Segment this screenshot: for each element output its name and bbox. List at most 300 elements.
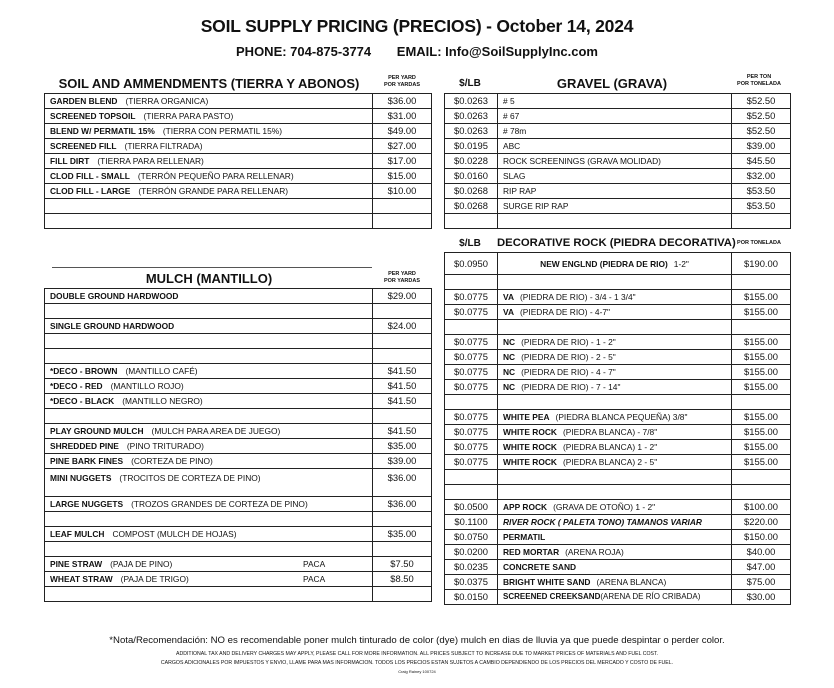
- product-name: PINE STRAW: [50, 559, 103, 569]
- product-spanish: (TIERRA FILTRADA): [124, 141, 203, 151]
- price-cell: $49.00: [373, 124, 432, 139]
- soil-row: [45, 184, 432, 199]
- per-lb-cell: $0.0263: [445, 109, 498, 124]
- product-spanish: (MULCH PARA AREA DE JUEGO): [151, 426, 281, 436]
- product-spanish: 1-2": [673, 258, 689, 269]
- price-cell: $36.00: [373, 94, 432, 109]
- product-spanish: (PIEDRA DE RIO) - 1 - 2": [521, 337, 616, 347]
- product-name: RED MORTAR: [503, 547, 560, 557]
- price-cell: [373, 512, 432, 527]
- price-cell: $155.00: [732, 455, 791, 470]
- product-cell: [498, 515, 732, 530]
- price-cell: [373, 349, 432, 364]
- product-cell: [45, 124, 373, 139]
- price-cell: $155.00: [732, 440, 791, 455]
- product-name: LEAF MULCH: [50, 529, 105, 539]
- product-cell: [498, 395, 732, 410]
- product-name: SCREENED CREEKSAND: [503, 592, 601, 601]
- product-cell: [498, 365, 732, 380]
- per-lb-cell: $0.0375: [445, 575, 498, 590]
- product-cell: # 5: [498, 94, 732, 109]
- product-spanish: (PIEDRA BLANCA) - 7/8": [562, 427, 658, 437]
- product-name: NC: [503, 352, 516, 362]
- product-name: *DECO - BROWN: [50, 366, 118, 376]
- product-spanish: (TERRÓN PEQUEÑO PARA RELLENAR): [137, 171, 294, 181]
- product-cell: RIP RAP: [498, 184, 732, 199]
- product-name: FILL DIRT: [50, 156, 90, 166]
- mulch-row: [45, 364, 432, 379]
- divider-line: [52, 267, 372, 268]
- price-cell: $47.00: [732, 560, 791, 575]
- price-cell: $52.50: [732, 124, 791, 139]
- gravel-lb-header: $/LB: [459, 78, 481, 89]
- product-cell: [45, 304, 373, 319]
- price-cell: $53.50: [732, 184, 791, 199]
- product-cell: [45, 409, 373, 424]
- product-cell: [498, 253, 732, 275]
- per-lb-cell: [445, 214, 498, 229]
- price-cell: [373, 334, 432, 349]
- decorative-row: [445, 500, 791, 515]
- price-cell: [732, 485, 791, 500]
- price-cell: $45.50: [732, 154, 791, 169]
- gravel-row: [445, 214, 791, 229]
- page-title: SOIL SUPPLY PRICING (PRECIOS) - October 14, 2024: [200, 16, 634, 36]
- price-cell: $150.00: [732, 530, 791, 545]
- price-cell: $24.00: [373, 319, 432, 334]
- price-cell: $41.50: [373, 379, 432, 394]
- product-cell: [498, 500, 732, 515]
- mulch-row: [45, 319, 432, 334]
- product-cell: [498, 575, 732, 590]
- product-spanish: (PIEDRA DE RIO) - 4-7": [520, 307, 611, 317]
- product-name: PINE BARK FINES: [50, 456, 124, 466]
- unit-line-1: PER YARD: [388, 75, 416, 81]
- product-cell: [45, 454, 373, 469]
- product-name: VA: [503, 307, 515, 317]
- product-cell: # 78m: [498, 124, 732, 139]
- price-cell: [732, 470, 791, 485]
- product-cell: [45, 469, 373, 497]
- mulch-section-title: MULCH (MANTILLO): [145, 271, 273, 286]
- product-spanish: COMPOST (MULCH DE HOJAS): [112, 529, 237, 539]
- mulch-row: [45, 409, 432, 424]
- per-lb-cell: $0.0268: [445, 199, 498, 214]
- product-cell: [45, 557, 373, 572]
- product-name: NEW ENGLND (PIEDRA DE RIO): [540, 258, 668, 269]
- price-cell: $35.00: [373, 527, 432, 542]
- price-cell: $35.00: [373, 439, 432, 454]
- product-name: RIVER ROCK ( PALETA TONO) TAMANOS VARIAR: [503, 517, 702, 527]
- product-cell: SURGE RIP RAP: [498, 199, 732, 214]
- product-spanish: (TERRÓN GRANDE PARA RELLENAR): [138, 186, 289, 196]
- price-cell: $41.50: [373, 364, 432, 379]
- per-lb-cell: $0.0950: [445, 253, 498, 275]
- unit-line-2: POR TONELADA: [737, 81, 781, 87]
- price-cell: $155.00: [732, 350, 791, 365]
- price-cell: $100.00: [732, 500, 791, 515]
- per-lb-cell: $0.0160: [445, 169, 498, 184]
- product-spanish: (ARENA DE RÍO CRIBADA): [600, 592, 701, 601]
- product-cell: [498, 410, 732, 425]
- price-cell: $220.00: [732, 515, 791, 530]
- product-spanish: (ARENA BLANCA): [596, 577, 667, 587]
- per-lb-cell: $0.0750: [445, 530, 498, 545]
- product-spanish: (TROCITOS DE CORTEZA DE PINO): [119, 473, 261, 483]
- per-lb-cell: $0.0235: [445, 560, 498, 575]
- per-lb-cell: [445, 470, 498, 485]
- decorative-row: [445, 395, 791, 410]
- price-cell: [373, 409, 432, 424]
- product-cell: [45, 512, 373, 527]
- product-name: BRIGHT WHITE SAND: [503, 577, 591, 587]
- product-cell: [498, 590, 732, 605]
- price-cell: $155.00: [732, 305, 791, 320]
- decorative-row: [445, 275, 791, 290]
- decorative-lb-header: $/LB: [459, 238, 481, 249]
- product-cell: [45, 497, 373, 512]
- soil-row: [45, 214, 432, 229]
- price-cell: $155.00: [732, 335, 791, 350]
- per-lb-cell: [445, 485, 498, 500]
- mulch-row: [45, 527, 432, 542]
- product-cell: [45, 319, 373, 334]
- product-name: VA: [503, 292, 515, 302]
- decorative-row: [445, 590, 791, 605]
- mulch-row: [45, 424, 432, 439]
- mulch-row: [45, 454, 432, 469]
- price-cell: $32.00: [732, 169, 791, 184]
- contact-line: [0, 44, 834, 59]
- per-lb-cell: [445, 275, 498, 290]
- mulch-row: [45, 379, 432, 394]
- decorative-row: [445, 485, 791, 500]
- soil-row: [45, 139, 432, 154]
- price-cell: $155.00: [732, 365, 791, 380]
- price-cell: $8.50: [373, 572, 432, 587]
- product-cell: [498, 305, 732, 320]
- product-spanish: (ARENA ROJA): [565, 547, 624, 557]
- product-cell: [498, 320, 732, 335]
- product-cell: [45, 334, 373, 349]
- product-cell: [45, 184, 373, 199]
- product-name: CLOD FILL - LARGE: [50, 186, 131, 196]
- product-cell: [45, 139, 373, 154]
- mulch-row: [45, 542, 432, 557]
- product-name: DOUBLE GROUND HARDWOOD: [50, 291, 179, 301]
- unit-paca: PACA: [303, 559, 326, 569]
- price-cell: $36.00: [373, 469, 432, 497]
- phone-number: PHONE: 704-875-3774: [236, 44, 372, 59]
- price-cell: $39.00: [373, 454, 432, 469]
- decorative-row: [445, 545, 791, 560]
- product-spanish: (CORTEZA DE PINO): [131, 456, 213, 466]
- product-name: NC: [503, 337, 516, 347]
- product-spanish: (MANTILLO CAFÉ): [125, 366, 198, 376]
- product-name: WHITE PEA: [503, 412, 550, 422]
- unit-line-2: POR YARDAS: [383, 278, 421, 284]
- soil-unit-label: [374, 75, 430, 89]
- product-spanish: (TIERRA CON PERMATIL 15%): [162, 126, 282, 136]
- per-lb-cell: $0.0775: [445, 440, 498, 455]
- product-spanish: (GRAVA DE OTOÑO) 1 - 2": [553, 502, 656, 512]
- signature: Craig Rainey 100724: [398, 669, 436, 674]
- price-cell: $41.50: [373, 424, 432, 439]
- per-lb-cell: $0.1100: [445, 515, 498, 530]
- product-name: MINI NUGGETS: [50, 473, 112, 483]
- decorative-row: [445, 253, 791, 275]
- per-lb-cell: $0.0263: [445, 94, 498, 109]
- mulch-row: [45, 512, 432, 527]
- product-cell: [45, 169, 373, 184]
- per-lb-cell: $0.0150: [445, 590, 498, 605]
- decorative-row: [445, 410, 791, 425]
- email-address: EMAIL: Info@SoilSupplyInc.com: [396, 44, 598, 59]
- product-name: PLAY GROUND MULCH: [50, 426, 144, 436]
- decorative-row: [445, 440, 791, 455]
- price-cell: $36.00: [373, 497, 432, 512]
- product-name: BLEND W/ PERMATIL 15%: [50, 126, 155, 136]
- mulch-row: [45, 439, 432, 454]
- price-cell: $155.00: [732, 380, 791, 395]
- product-cell: [498, 380, 732, 395]
- unit-line-1: PER YARD: [388, 271, 416, 277]
- per-lb-cell: $0.0775: [445, 380, 498, 395]
- price-cell: $29.00: [373, 289, 432, 304]
- price-cell: [732, 214, 791, 229]
- price-cell: [373, 542, 432, 557]
- product-spanish: (PIEDRA BLANCA) 2 - 5": [562, 457, 658, 467]
- decorative-row: [445, 305, 791, 320]
- tax-disclaimer-spanish: CARGOS ADICIONALES POR IMPUESTOS Y ENVIO, LLAME PARA MAS INFORMACION. TODOS LOS PRECIOS ESTAN SUJETOS A CAMBIO DEPENDIENDO DE LOS PRECIOS DEL MERCADO Y COSTO DE FUEL.: [160, 660, 674, 666]
- price-cell: $17.00: [373, 154, 432, 169]
- product-name: NC: [503, 367, 516, 377]
- decorative-unit-label: POR TONELADA: [737, 240, 781, 246]
- per-lb-cell: [445, 320, 498, 335]
- price-cell: $155.00: [732, 410, 791, 425]
- gravel-row: [445, 109, 791, 124]
- product-cell: [45, 199, 373, 214]
- decorative-row: [445, 380, 791, 395]
- unit-line-1: PER TON: [746, 74, 772, 80]
- product-name: *DECO - RED: [50, 381, 103, 391]
- product-cell: [45, 572, 373, 587]
- gravel-row: [445, 94, 791, 109]
- product-cell: [498, 530, 732, 545]
- dye-mulch-note: *Nota/Recomendación: NO es recomendable poner mulch tinturado de color (dye) mulch en dias de lluvia ya que puede despintar o perder color.: [109, 635, 725, 646]
- price-cell: $31.00: [373, 109, 432, 124]
- product-name: NC: [503, 382, 516, 392]
- mulch-row: [45, 304, 432, 319]
- product-cell: [498, 275, 732, 290]
- soil-row: [45, 94, 432, 109]
- price-cell: $52.50: [732, 94, 791, 109]
- mulch-row: [45, 572, 432, 587]
- product-cell: [45, 542, 373, 557]
- gravel-unit-label: [728, 74, 790, 88]
- decorative-row: [445, 560, 791, 575]
- gravel-row: [445, 139, 791, 154]
- gravel-row: [445, 199, 791, 214]
- product-name: SINGLE GROUND HARDWOOD: [50, 321, 175, 331]
- product-name: SCREENED FILL: [50, 141, 117, 151]
- decorative-section-title: DECORATIVE ROCK (PIEDRA DECORATIVA): [497, 237, 736, 249]
- soil-section-title: SOIL AND AMMENDMENTS (TIERRA Y ABONOS): [58, 76, 360, 91]
- product-cell: [45, 94, 373, 109]
- product-spanish: (TROZOS GRANDES DE CORTEZA DE PINO): [131, 499, 308, 509]
- product-name: CONCRETE SAND: [503, 562, 577, 572]
- per-lb-cell: $0.0268: [445, 184, 498, 199]
- product-spanish: (PAJA DE PINO): [110, 559, 173, 569]
- price-cell: $190.00: [732, 253, 791, 275]
- decorative-row: [445, 425, 791, 440]
- per-lb-cell: $0.0775: [445, 335, 498, 350]
- decorative-row: [445, 455, 791, 470]
- per-lb-cell: $0.0775: [445, 305, 498, 320]
- soil-row: [45, 199, 432, 214]
- price-cell: $7.50: [373, 557, 432, 572]
- product-cell: [45, 289, 373, 304]
- price-cell: [732, 320, 791, 335]
- soil-row: [45, 109, 432, 124]
- price-cell: [732, 395, 791, 410]
- product-cell: [45, 109, 373, 124]
- product-name: PERMATIL: [503, 532, 546, 542]
- per-lb-cell: $0.0775: [445, 350, 498, 365]
- per-lb-cell: $0.0775: [445, 365, 498, 380]
- per-lb-cell: $0.0228: [445, 154, 498, 169]
- product-spanish: (PINO TRITURADO): [126, 441, 204, 451]
- decorative-row: [445, 350, 791, 365]
- mulch-row: [45, 557, 432, 572]
- per-lb-cell: $0.0775: [445, 455, 498, 470]
- product-cell: [498, 214, 732, 229]
- price-cell: $41.50: [373, 394, 432, 409]
- price-cell: $53.50: [732, 199, 791, 214]
- price-cell: [373, 304, 432, 319]
- mulch-row: [45, 497, 432, 512]
- product-cell: [45, 154, 373, 169]
- product-name: CLOD FILL - SMALL: [50, 171, 130, 181]
- per-lb-cell: $0.0775: [445, 290, 498, 305]
- soil-row: [45, 154, 432, 169]
- per-lb-cell: $0.0263: [445, 124, 498, 139]
- mulch-unit-label: [374, 271, 430, 285]
- product-cell: [498, 290, 732, 305]
- soil-table: [44, 93, 432, 229]
- mulch-table: [44, 288, 432, 602]
- product-name: GARDEN BLEND: [50, 96, 118, 106]
- price-cell: [732, 275, 791, 290]
- product-name: *DECO - BLACK: [50, 396, 115, 406]
- price-cell: $10.00: [373, 184, 432, 199]
- product-cell: ABC: [498, 139, 732, 154]
- product-cell: # 67: [498, 109, 732, 124]
- mulch-row: [45, 289, 432, 304]
- per-lb-cell: $0.0195: [445, 139, 498, 154]
- product-spanish: (TIERRA ORGANICA): [125, 96, 209, 106]
- mulch-row: [45, 394, 432, 409]
- per-lb-cell: $0.0775: [445, 425, 498, 440]
- product-spanish: (TIERRA PARA PASTO): [143, 111, 234, 121]
- product-name: LARGE NUGGETS: [50, 499, 124, 509]
- decorative-table: [444, 252, 791, 605]
- product-cell: [45, 214, 373, 229]
- price-cell: $30.00: [732, 590, 791, 605]
- product-cell: [45, 424, 373, 439]
- product-spanish: (PIEDRA DE RIO) - 2 - 5": [521, 352, 616, 362]
- gravel-section-title: GRAVEL (GRAVA): [556, 76, 668, 91]
- product-spanish: (MANTILLO ROJO): [110, 381, 184, 391]
- decorative-row: [445, 365, 791, 380]
- gravel-row: [445, 184, 791, 199]
- price-cell: [373, 214, 432, 229]
- price-cell: $27.00: [373, 139, 432, 154]
- gravel-row: [445, 154, 791, 169]
- product-spanish: (PAJA DE TRIGO): [120, 574, 189, 584]
- decorative-row: [445, 470, 791, 485]
- product-cell: [45, 587, 373, 602]
- product-cell: [45, 439, 373, 454]
- product-spanish: (MANTILLO NEGRO): [122, 396, 203, 406]
- product-cell: [498, 335, 732, 350]
- product-cell: [45, 394, 373, 409]
- unit-paca: PACA: [303, 574, 326, 584]
- price-cell: [373, 587, 432, 602]
- decorative-row: [445, 320, 791, 335]
- product-spanish: (PIEDRA BLANCA PEQUEÑA) 3/8": [555, 412, 688, 422]
- unit-line-2: POR YARDAS: [383, 82, 421, 88]
- product-cell: [498, 425, 732, 440]
- decorative-row: [445, 290, 791, 305]
- product-spanish: (PIEDRA DE RIO) - 7 - 14": [521, 382, 621, 392]
- price-cell: $155.00: [732, 290, 791, 305]
- decorative-row: [445, 335, 791, 350]
- product-name: APP ROCK: [503, 502, 548, 512]
- product-spanish: (PIEDRA DE RIO) - 3/4 - 1 3/4": [520, 292, 636, 302]
- product-cell: [498, 485, 732, 500]
- product-cell: [498, 470, 732, 485]
- soil-row: [45, 124, 432, 139]
- product-spanish: (PIEDRA DE RIO) - 4 - 7": [521, 367, 616, 377]
- per-lb-cell: $0.0775: [445, 410, 498, 425]
- price-cell: $52.50: [732, 109, 791, 124]
- product-cell: ROCK SCREENINGS (GRAVA MOLIDAD): [498, 154, 732, 169]
- price-cell: $155.00: [732, 425, 791, 440]
- per-lb-cell: $0.0500: [445, 500, 498, 515]
- gravel-row: [445, 124, 791, 139]
- price-cell: $15.00: [373, 169, 432, 184]
- product-name: WHITE ROCK: [503, 427, 557, 437]
- mulch-row: [45, 349, 432, 364]
- product-cell: [498, 545, 732, 560]
- gravel-row: [445, 169, 791, 184]
- product-cell: [498, 560, 732, 575]
- product-cell: [45, 527, 373, 542]
- product-spanish: (PIEDRA BLANCA) 1 - 2": [562, 442, 658, 452]
- mulch-row: [45, 334, 432, 349]
- price-cell: [373, 199, 432, 214]
- price-cell: $75.00: [732, 575, 791, 590]
- product-cell: [45, 364, 373, 379]
- product-cell: [498, 350, 732, 365]
- product-name: WHITE ROCK: [503, 457, 557, 467]
- decorative-row: [445, 575, 791, 590]
- decorative-row: [445, 530, 791, 545]
- mulch-row: [45, 469, 432, 497]
- per-lb-cell: [445, 395, 498, 410]
- product-name: WHEAT STRAW: [50, 574, 113, 584]
